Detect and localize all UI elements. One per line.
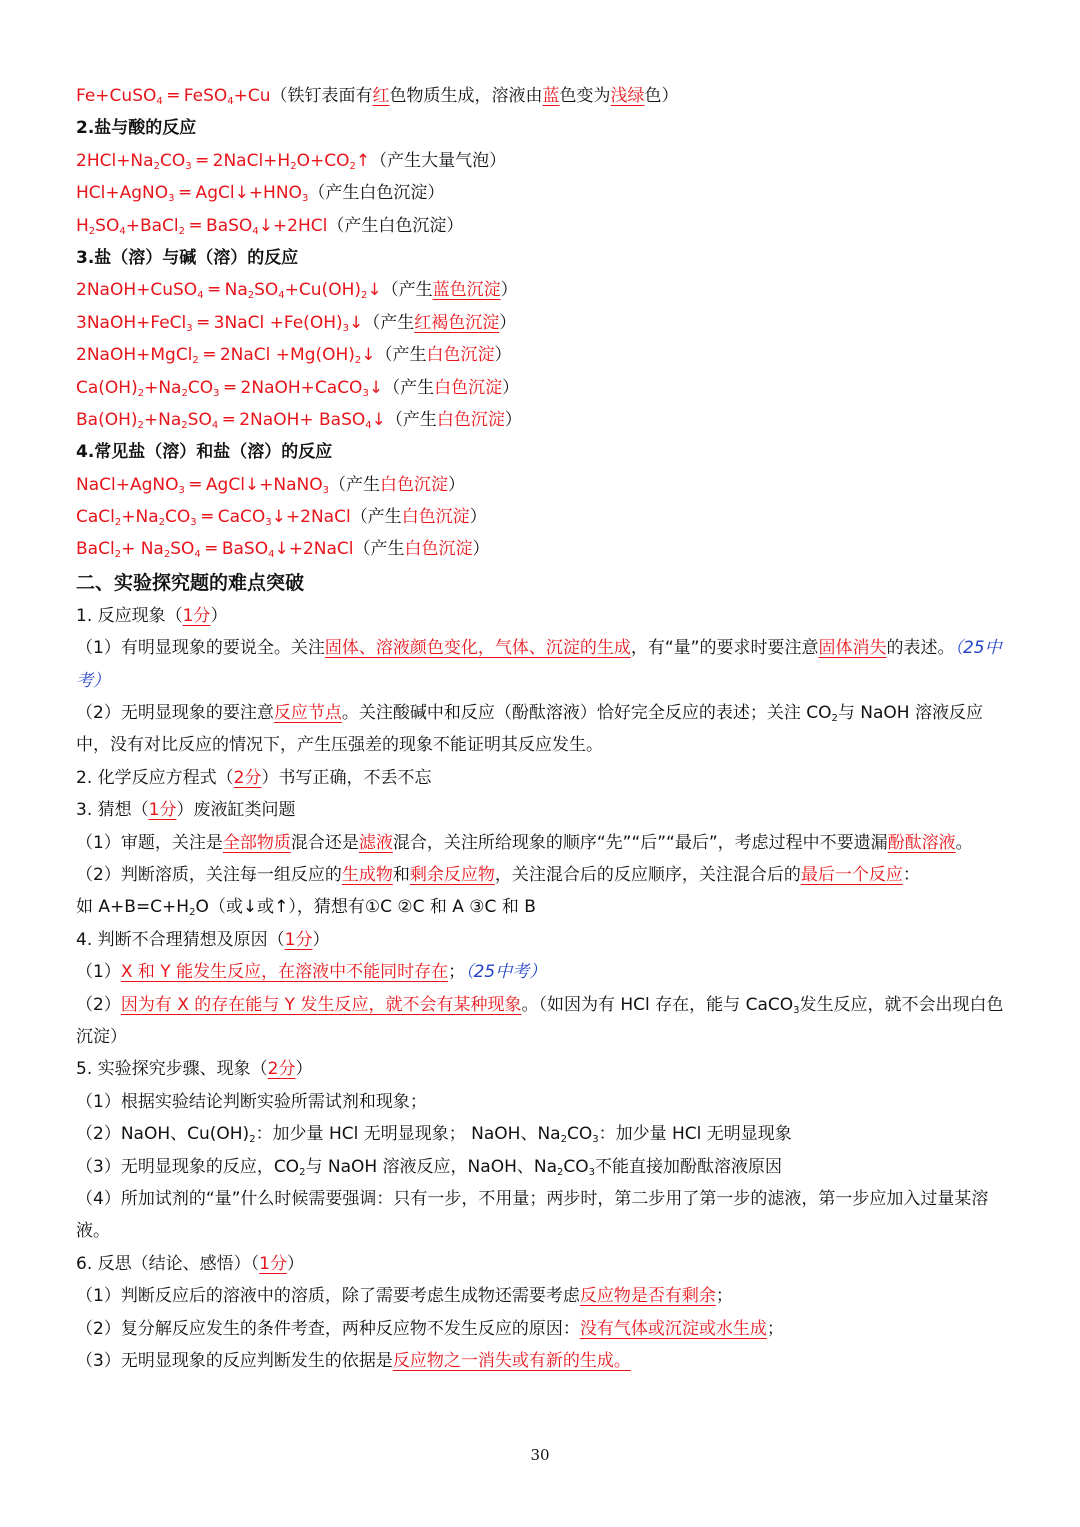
subscript: 2 [249,1134,256,1146]
formula: ═ 2NaCl +Mg(OH) [198,345,355,366]
page-number: 30 [530,1446,550,1464]
highlight-text: 白色沉淀 [426,345,495,366]
note-text: ） [499,312,517,333]
formula: SO [187,409,212,430]
text: （1）审题，关注是 [76,832,223,853]
note-text: 色变为 [559,86,611,106]
score-mark: 1分 [182,605,211,626]
equation-line [76,307,1006,339]
subscript: 4 [211,419,219,431]
item-title [76,600,1006,632]
text: （2）复分解反应发生的条件考查，两种反应物不发生反应的原因： [76,1318,580,1339]
text: 不能直接加酚酞溶液原因 [595,1156,783,1177]
subscript: 2 [831,713,838,725]
note-text: （产生 [383,377,435,398]
note-text: （产生 [329,474,381,495]
subscript: 2 [181,419,188,431]
subscript: 4 [119,225,126,237]
item-title [76,924,1006,956]
note-text: （产生白色沉淀） [308,183,445,204]
formula: Ba(OH) [76,409,138,430]
note-text: ） [500,280,518,301]
text: 的表述。 [886,638,955,659]
text: 。（如因为有 HCl 存在，能与 CaCO [521,994,794,1015]
formula: BaCl [76,539,115,560]
text: 混合还是 [290,832,359,853]
subscript: 2 [178,225,186,237]
formula: ═ 3NaCl +Fe(OH) [192,312,343,333]
key-point: 固体消失 [818,638,887,659]
text: （1）有明显现象的要说全。关注 [76,638,325,659]
paragraph [76,1280,1006,1312]
formula: Ca(OH) [76,377,138,398]
item-title [76,762,1006,794]
formula: ═ BaSO [185,215,253,236]
subscript: 2 [158,517,166,529]
formula: ═ AgCl↓+NaNO [184,474,323,495]
subscript: 3 [322,484,330,496]
subscript: 3 [265,517,272,529]
note-text: （铁钉表面有 [270,86,373,106]
item-title [76,1053,1006,1085]
subscript: 4 [252,225,259,237]
formula: ═ CaCO [196,507,266,528]
key-point: 固体、溶液颜色变化，气体、沉淀的生成 [324,638,631,659]
subscript: 2 [349,160,356,172]
text: ，有“量”的要求时要注意 [630,638,819,659]
key-point: 没有气体或沉淀或水生成 [579,1318,767,1339]
paragraph [76,1313,1006,1345]
score-mark: 1分 [148,800,177,821]
key-point: X 和 Y 能发生反应，在溶液中不能同时存在 [120,962,449,983]
subscript: 2 [560,1134,567,1146]
paragraph [76,989,1006,1054]
item-title [76,794,1006,826]
subscript: 2 [137,419,144,431]
paragraph [76,859,1006,891]
text: ） [286,1253,304,1274]
equation-line [76,274,1006,306]
note-text: ） [502,377,520,398]
section-heading: 二、实验探究题的难点突破 [76,571,305,594]
document-page [76,80,1006,1377]
subscript: 4 [194,549,201,561]
text: ，关注混合后的反应顺序，关注混合后的 [494,865,801,886]
paragraph [76,1118,1006,1150]
text: 3. 猜想（ [76,800,149,821]
formula: ↓+2HCl [258,215,328,236]
formula: CO [165,507,191,528]
note-text: ） [469,507,487,528]
formula: ↓ [361,345,376,366]
text: ； [766,1318,784,1339]
formula: 3NaOH+FeCl [76,312,187,333]
highlight-text: 白色沉淀 [380,474,449,495]
equation-line [76,210,1006,242]
text: ： [902,865,920,886]
text: （1）判断反应后的溶液中的溶质，除了需要考虑生成物还需要考虑 [76,1286,580,1307]
formula: ═ FeSO [162,86,228,106]
color-word: 红 [372,86,390,106]
subscript: 2 [247,290,255,302]
subscript: 3 [168,193,175,205]
text: 6. 反思（结论、感悟）（ [76,1253,260,1274]
text: （2）无明显现象的要注意 [76,703,274,724]
formula: CO [187,377,214,398]
subsection-heading: 2.盐与酸的反应 [76,118,197,139]
formula: H [76,215,89,236]
key-point: 剩余反应物 [409,865,495,886]
subscript: 2 [163,549,171,561]
score-mark: 2分 [267,1059,296,1080]
formula: O+CO [296,150,350,171]
formula: ═ Na [203,280,248,301]
paragraph [76,956,1006,988]
text: ：加少量 HCl 无明显现象； NaOH、Na [255,1124,561,1145]
formula: ═ 2NaCl+H [191,150,291,171]
subscript: 3 [342,322,349,334]
formula: ↓ [371,409,386,430]
text: ； [715,1286,733,1307]
note-text: （产生 [363,312,415,333]
note-text: （产生白色沉淀） [327,215,464,236]
equation-line [76,501,1006,533]
text: ）废液缸类问题 [176,800,296,821]
subscript: 3 [178,484,185,496]
subscript: 2 [181,387,188,399]
paragraph [76,1151,1006,1183]
key-point: 生成物 [341,865,393,886]
score-mark: 1分 [284,929,313,950]
text: （3）无明显现象的反应判断发生的依据是 [76,1351,393,1371]
highlight-text: 白色沉淀 [436,409,505,430]
subscript: 2 [114,549,122,561]
color-word: 浅绿 [610,86,645,106]
subscript: 2 [557,1166,564,1178]
text: 4. 判断不合理猜想及原因（ [76,929,285,950]
subscript: 3 [190,517,197,529]
formula: ═ 2NaOH+CaCO [219,377,363,398]
highlight-text: 白色沉淀 [434,377,503,398]
note-text: ） [494,345,512,366]
note-text: （产生 [350,507,402,528]
text: O（或↓或↑），猜想有①C ②C 和 A ③C 和 B [195,897,536,918]
equation-line [76,469,1006,501]
text: （3）无明显现象的反应，CO [76,1156,300,1177]
subscript: 2 [137,387,145,399]
subscript: 4 [278,290,285,302]
key-point: 因为有 X 的存在能与 Y 发生反应，就不会有某种现象 [120,994,522,1015]
subscript: 3 [793,1004,800,1016]
text: 2. 化学反应方程式（ [76,767,234,788]
equation-line [76,533,1006,565]
highlight-text: 蓝色沉淀 [432,280,501,301]
paragraph [76,632,1006,697]
subscript: 4 [268,549,275,561]
formula: +Cu [233,86,271,106]
subscript: 2 [299,1166,306,1178]
text: 与 NaOH 溶液反应，NaOH、Na [305,1156,557,1177]
subscript: 2 [189,907,196,919]
subscript: 3 [301,193,309,205]
text: 混合，关注所给现象的顺序“先”“后”“最后”，考虑过程中不要遗漏 [392,832,888,853]
formula: ↓ [368,377,384,398]
formula: ↓ [349,312,364,333]
formula: +Cu(OH) [284,280,361,301]
formula: 2NaOH+MgCl [76,345,193,366]
key-point: 最后一个反应 [800,865,903,886]
formula: ═ AgCl↓+HNO [174,183,302,204]
equation-line [76,404,1006,436]
color-word: 蓝 [542,86,560,106]
paragraph [76,1345,1006,1377]
text: 。关注酸碱中和反应（酚酞溶液）恰好完全反应的表述；关注 CO [341,703,832,724]
note-text: （产生 [385,409,437,430]
key-point: 全部物质 [222,832,291,853]
paragraph: （4）所加试剂的“量”什么时候需要强调：只有一步，不用量；两步时，第二步用了第一步的滤液，第一步应加入过量某溶液。 [76,1189,989,1242]
note-text: ） [472,539,490,560]
formula: SO [170,539,195,560]
text: ） [312,929,330,950]
subsection-heading: 3.盐（溶）与碱（溶）的反应 [76,247,299,268]
formula: +Na [121,507,159,528]
note-text: ） [448,474,466,495]
text: ）书写正确，不丢不忘 [261,767,432,788]
subscript: 3 [213,387,220,399]
subscript: 2 [114,517,122,529]
subscript: 2 [361,290,368,302]
equation-line [76,339,1006,371]
formula: SO [254,280,279,301]
formula: ↓+2NaCl [271,507,351,528]
text: 与 NaOH 溶液反应中，没有对比反应的情况下，产生压强差的现象不能证明其反应发生。 [76,703,983,756]
subscript: 2 [153,160,160,172]
text: （2） [76,994,121,1015]
text: 发生反应，就不会出现白色沉淀） [76,994,1004,1048]
paragraph: （1）根据实验结论判断实验所需试剂和现象； [76,1091,427,1112]
note-text: 色） [644,86,679,106]
note-text: （产生 [375,345,427,366]
subscript: 3 [186,322,193,334]
key-point: 滤液 [358,832,393,853]
formula: CaCl [76,507,115,528]
example-line [76,891,1006,923]
note-text: （产生大量气泡） [370,150,507,171]
equation-line [76,372,1006,404]
text: 和 [392,865,410,886]
formula: ═ 2NaOH+ BaSO [218,409,366,430]
highlight-text: 红褐色沉淀 [414,312,500,333]
subscript: 2 [88,225,96,237]
text: 。 [955,832,973,853]
text: CO [566,1124,593,1145]
note-text: ） [504,409,522,430]
formula: Fe+CuSO [76,86,157,106]
subscript: 2 [354,355,362,367]
exam-note: （25中考） [465,962,547,983]
key-point: 反应物是否有剩余 [579,1286,716,1307]
formula: ↓+2NaCl [274,539,354,560]
note-text: （产生 [353,539,405,560]
formula: ↓ [367,280,382,301]
equation-line [76,80,1006,112]
subscript: 3 [185,160,192,172]
subscript: 2 [192,355,199,367]
item-title [76,1248,1006,1280]
subscript: 4 [227,96,234,107]
formula: ═ BaSO [200,539,269,560]
formula: SO [95,215,120,236]
formula: +Na [144,377,182,398]
text: （2）NaOH、Cu(OH) [76,1124,250,1145]
highlight-text: 白色沉淀 [404,539,473,560]
key-point: 反应物之一消失或有新的生成。 [392,1351,631,1371]
score-mark: 1分 [259,1253,287,1274]
note-text: 色物质生成，溶液由 [389,86,543,106]
paragraph [76,697,1006,762]
text: 1. 反应现象（ [76,605,183,626]
subsection-heading: 4.常见盐（溶）和盐（溶）的反应 [76,442,333,463]
formula: NaCl+AgNO [76,474,179,495]
text: ） [210,605,228,626]
text: 如 A+B=C+H [76,897,190,918]
formula: + Na [121,539,164,560]
subscript: 4 [197,290,204,302]
note-text: （产生 [381,280,433,301]
key-point: 反应节点 [273,703,342,724]
equation-line [76,177,1006,209]
equation-line [76,145,1006,177]
text: （2）判断溶质，关注每一组反应的 [76,865,342,886]
formula: 2NaOH+CuSO [76,280,198,301]
text: CO [563,1156,589,1177]
formula: +BaCl [125,215,179,236]
subscript: 3 [592,1134,599,1146]
subscript: 4 [365,419,372,431]
key-point: 酚酞溶液 [887,832,956,853]
score-mark: 2分 [233,767,262,788]
subscript: 4 [156,96,163,107]
text: ：加少量 HCl 无明显现象 [598,1124,792,1145]
highlight-text: 白色沉淀 [401,507,470,528]
formula: ↑ [355,150,371,171]
formula: HCl+AgNO [76,183,169,204]
formula: +Na [143,409,182,430]
formula: 2HCl+Na [76,150,154,171]
text: ） [295,1059,313,1080]
exam-note: （25中考） [76,638,1002,691]
text: （1） [76,962,121,983]
formula: CO [159,150,186,171]
subscript: 3 [588,1166,596,1178]
text: ； [448,962,466,983]
text: 5. 实验探究步骤、现象（ [76,1059,268,1080]
subscript: 2 [290,160,297,172]
subscript: 3 [362,387,369,399]
paragraph [76,827,1006,859]
